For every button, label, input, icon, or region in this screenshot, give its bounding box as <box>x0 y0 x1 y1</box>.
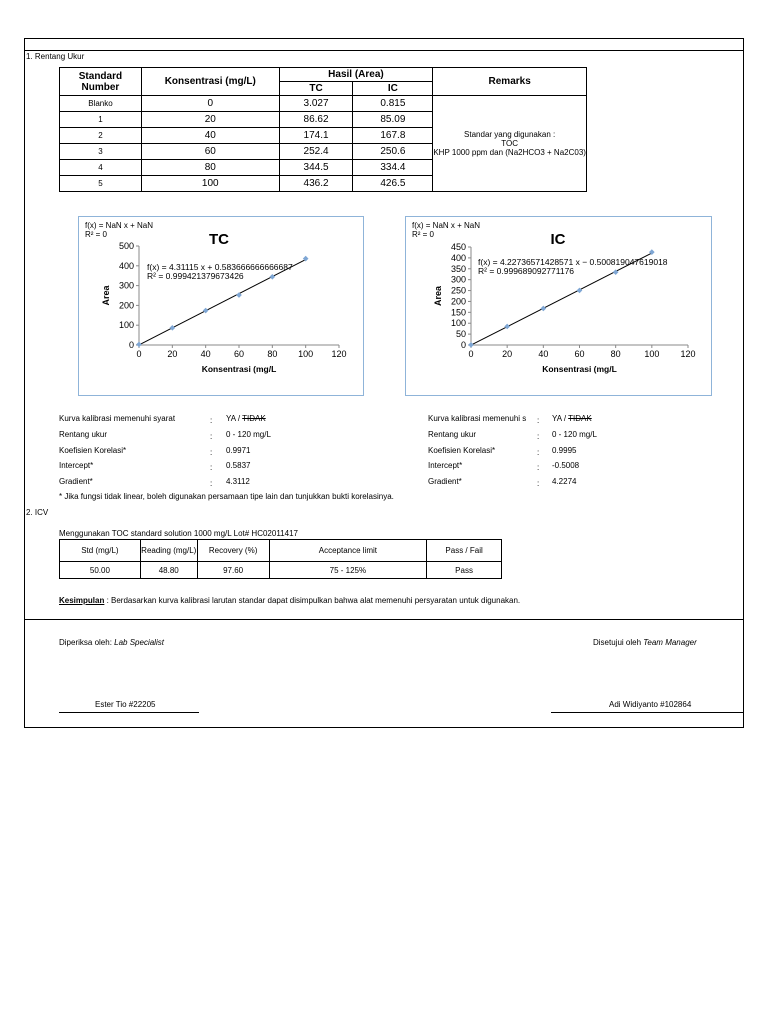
cell-konsentrasi: 80 <box>141 160 279 176</box>
y-tick-label: 200 <box>450 296 466 307</box>
x-tick-label: 120 <box>680 349 696 359</box>
checked-prefix: Diperiksa oleh: <box>59 638 115 647</box>
data-point <box>203 308 209 314</box>
right-intercept-label: Intercept* <box>428 461 463 470</box>
data-point <box>468 342 474 348</box>
checked-by <box>59 638 164 647</box>
left-sep: : <box>210 432 213 441</box>
data-point <box>504 324 510 330</box>
right-gradient-label: Gradient* <box>428 477 462 486</box>
header-hasil: Hasil (Area) <box>279 68 433 82</box>
left-gradient-label: Gradient* <box>59 477 93 486</box>
right-sep: : <box>537 432 540 441</box>
header-konsentrasi: Konsentrasi (mg/L) <box>141 68 279 96</box>
x-tick-label: 20 <box>502 349 513 359</box>
chart-ic-svg <box>406 217 711 395</box>
left-kurva-ya: YA / <box>226 414 243 423</box>
checked-role: Lab Specialist <box>114 638 164 647</box>
y-tick-label: 0 <box>460 340 466 350</box>
icv-header-acceptance: Acceptance limit <box>269 540 427 562</box>
right-sep: : <box>537 463 540 472</box>
left-kurva-label: Kurva kalibrasi memenuhi syarat <box>59 414 176 423</box>
icv-header-recovery: Recovery (%) <box>197 540 269 562</box>
cell-tc: 86.62 <box>279 112 353 128</box>
y-tick-label: 450 <box>450 242 466 252</box>
data-point <box>541 306 547 312</box>
cell-ic: 0.815 <box>353 96 433 112</box>
annotation-top-2: R² = 0 <box>85 230 108 239</box>
approved-prefix: Disetujui oleh <box>593 638 644 647</box>
y-tick-label: 350 <box>450 263 466 274</box>
approved-by <box>593 638 697 647</box>
cell-ic: 334.4 <box>353 160 433 176</box>
y-tick-label: 400 <box>118 260 134 271</box>
x-tick-label: 40 <box>200 349 211 359</box>
right-sep: : <box>537 416 540 425</box>
y-tick-label: 100 <box>118 320 134 331</box>
cell-tc: 436.2 <box>279 176 353 192</box>
cell-ic: 250.6 <box>353 144 433 160</box>
y-axis-label: Area <box>433 285 443 307</box>
cell-std: 3 <box>60 144 142 160</box>
cell-ic: 167.8 <box>353 128 433 144</box>
left-intercept-label: Intercept* <box>59 461 94 470</box>
chart-title: IC <box>550 231 566 248</box>
y-tick-label: 250 <box>450 285 466 296</box>
kesimpulan-label: Kesimpulan <box>59 596 105 605</box>
cell-konsentrasi: 100 <box>141 176 279 192</box>
right-gradient-value: 4.2274 <box>552 477 577 486</box>
chart-tc <box>78 216 364 396</box>
y-tick-label: 100 <box>450 318 466 329</box>
right-rentang-value: 0 - 120 mg/L <box>552 430 597 439</box>
calibration-table <box>59 67 587 192</box>
chart-ic <box>405 216 712 396</box>
right-intercept-value: -0.5008 <box>552 461 580 470</box>
left-sep: : <box>210 479 213 488</box>
header-tc: TC <box>279 82 353 96</box>
icv-header-passfail: Pass / Fail <box>427 540 502 562</box>
data-point <box>170 325 176 331</box>
icv-note: Menggunakan TOC standard solution 1000 mg/L Lot# HC02011417 <box>59 529 298 538</box>
checked-signature-line <box>59 712 199 713</box>
left-intercept-value: 0.5837 <box>226 461 251 470</box>
cell-tc: 174.1 <box>279 128 353 144</box>
icv-passfail: Pass <box>427 562 502 579</box>
cell-std: 2 <box>60 128 142 144</box>
approved-role: Team Manager <box>643 638 697 647</box>
icv-table <box>59 539 502 579</box>
left-gradient-value: 4.3112 <box>226 477 250 486</box>
left-koef-value: 0.9971 <box>226 446 251 455</box>
x-axis-label: Konsentrasi (mg/L <box>542 364 617 374</box>
cell-konsentrasi: 40 <box>141 128 279 144</box>
trend-equation: f(x) = 4.22736571428571 x − 0.500819047619018 <box>478 257 668 267</box>
right-rentang-label: Rentang ukur <box>428 430 477 439</box>
trend-r2: R² = 0.999421379673426 <box>147 271 244 281</box>
section-rentang-ukur-title: 1. Rentang Ukur <box>26 52 85 61</box>
cell-std: 5 <box>60 176 142 192</box>
x-tick-label: 120 <box>331 349 347 359</box>
cell-std: Blanko <box>60 96 142 112</box>
approved-signature-line <box>551 712 744 713</box>
header-ic: IC <box>353 82 433 96</box>
trend-r2: R² = 0.999689092771176 <box>478 266 575 276</box>
remarks-cell <box>433 96 587 192</box>
right-sep: : <box>537 448 540 457</box>
cell-std: 1 <box>60 112 142 128</box>
x-tick-label: 80 <box>610 349 621 359</box>
cell-konsentrasi: 60 <box>141 144 279 160</box>
y-tick-label: 300 <box>118 280 134 291</box>
right-kurva-ya: YA / <box>552 414 569 423</box>
data-point <box>270 274 276 280</box>
checked-name: Ester Tio #22205 <box>95 700 156 709</box>
annotation-top-2: R² = 0 <box>412 230 435 239</box>
remarks-line-2: TOC <box>501 139 519 148</box>
x-tick-label: 20 <box>167 349 178 359</box>
icv-header-reading: Reading (mg/L) <box>140 540 197 562</box>
icv-std: 50.00 <box>60 562 141 579</box>
kesimpulan-text: : Berdasarkan kurva kalibrasi larutan standar dapat disimpulkan bahwa alat memenuhi persyaratan untuk digunakan. <box>104 596 521 605</box>
y-tick-label: 300 <box>450 274 466 285</box>
left-koef-label: Koefisien Korelasi* <box>59 446 127 455</box>
x-tick-label: 100 <box>298 349 314 359</box>
x-tick-label: 100 <box>644 349 660 359</box>
cell-konsentrasi: 20 <box>141 112 279 128</box>
cell-tc: 344.5 <box>279 160 353 176</box>
remarks-line-1: Standar yang digunakan : <box>464 130 556 139</box>
x-tick-label: 60 <box>574 349 585 359</box>
left-kurva-tidak: TIDAK <box>242 414 266 423</box>
icv-header-std: Std (mg/L) <box>60 540 141 562</box>
x-tick-label: 80 <box>267 349 278 359</box>
annotation-top-1: f(x) = NaN x + NaN <box>85 221 154 230</box>
remarks-line-3: KHP 1000 ppm dan (Na2HCO3 + Na2C03) <box>433 148 586 157</box>
x-tick-label: 40 <box>538 349 549 359</box>
cell-ic: 85.09 <box>353 112 433 128</box>
data-point <box>136 342 142 348</box>
left-sep: : <box>210 416 213 425</box>
header-divider <box>24 50 744 51</box>
left-rentang-label: Rentang ukur <box>59 430 108 439</box>
trend-equation: f(x) = 4.31115 x + 0.583666666666687 <box>147 262 293 272</box>
header-remarks: Remarks <box>433 68 587 96</box>
y-tick-label: 50 <box>455 329 466 340</box>
right-koef-label: Koefisien Korelasi* <box>428 446 496 455</box>
y-tick-label: 150 <box>450 307 466 318</box>
chart-tc-svg <box>79 217 363 395</box>
signature-divider <box>24 619 744 620</box>
right-koef-value: 0.9995 <box>552 446 577 455</box>
kesimpulan <box>59 596 520 605</box>
right-kurva-value <box>552 414 592 423</box>
x-tick-label: 60 <box>233 349 245 359</box>
cell-ic: 426.5 <box>353 176 433 192</box>
y-tick-label: 200 <box>118 300 134 311</box>
cell-konsentrasi: 0 <box>141 96 279 112</box>
right-kurva-tidak: TIDAK <box>568 414 592 423</box>
y-tick-label: 500 <box>118 241 134 251</box>
cell-tc: 3.027 <box>279 96 353 112</box>
table-row <box>60 96 587 112</box>
footnote: * Jika fungsi tidak linear, boleh digunakan persamaan tipe lain dan tunjukkan bukti korelasinya. <box>59 492 394 501</box>
left-rentang-value: 0 - 120 mg/L <box>226 430 271 439</box>
annotation-top-1: f(x) = NaN x + NaN <box>412 221 481 230</box>
right-kurva-label: Kurva kalibrasi memenuhi s <box>428 414 527 423</box>
icv-acceptance: 75 - 125% <box>269 562 427 579</box>
chart-title: TC <box>209 231 229 248</box>
x-axis-label: Konsentrasi (mg/L <box>201 364 277 374</box>
left-kurva-value <box>226 414 266 423</box>
y-axis-label: Area <box>101 285 111 306</box>
y-tick-label: 400 <box>450 252 466 263</box>
icv-reading: 48.80 <box>140 562 197 579</box>
x-tick-label: 0 <box>136 349 142 359</box>
icv-recovery: 97.60 <box>197 562 269 579</box>
cell-std: 4 <box>60 160 142 176</box>
left-sep: : <box>210 463 213 472</box>
header-standard-number: Standard Number <box>60 68 142 96</box>
cell-tc: 252.4 <box>279 144 353 160</box>
left-sep: : <box>210 448 213 457</box>
y-tick-label: 0 <box>128 340 134 350</box>
right-sep: : <box>537 479 540 488</box>
x-tick-label: 0 <box>468 349 474 359</box>
section-icv-title: 2. ICV <box>26 508 49 517</box>
table-row <box>60 562 502 579</box>
approved-name: Adi Widiyanto #102864 <box>609 700 692 709</box>
